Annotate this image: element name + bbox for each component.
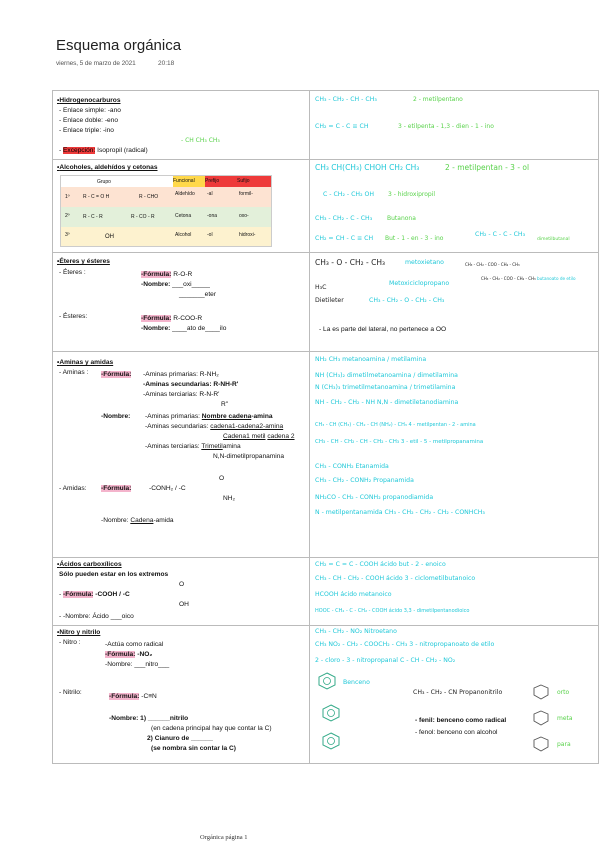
text-line: Sólo pueden estar en los extremos	[59, 571, 169, 578]
table-row	[61, 207, 271, 227]
formula-line: -Fórmula: -NO₂	[105, 651, 153, 658]
page-date: viernes, 5 de marzo de 2021	[56, 60, 136, 67]
exception-line: - Excepción: Isopropil (radical)	[59, 147, 148, 154]
handwritten-note: HOOC - CH₂ - C - CH₂ - COOH ácido 3,3 - dimetilpentanodioico	[315, 608, 470, 614]
amidas-nombre: -Nombre: Cadena-amida	[101, 517, 174, 524]
handwritten-note: dimetilbutanal	[537, 237, 570, 242]
formula-label: -Fórmula:	[101, 485, 132, 492]
handwritten-note: C - CH₂ - CH₂ OH	[323, 191, 375, 198]
handwritten-note: Benceno	[343, 679, 370, 686]
nombre-line: _______eter	[179, 291, 217, 298]
handwritten-note: CH₃ - CH (CH₃) - CH₂ - CH (NH₂) - CH₃ 4 - metilpentan - 2 - amina	[315, 422, 476, 428]
acid-o: O	[179, 581, 185, 588]
handwritten-note: Dietileter	[315, 297, 344, 304]
text-line: -Aminas secundarias: R-NH-R'	[143, 381, 239, 388]
benzene-icon	[315, 671, 339, 691]
table-row	[61, 187, 271, 207]
page-footer: Orgánica página 1	[200, 834, 248, 841]
amidas-o: O	[219, 475, 225, 482]
handwritten-note: But - 1 - en - 3 - ino	[385, 235, 444, 242]
ester-label: - Ésteres:	[59, 313, 88, 320]
handwritten-note: butanoato de etilo	[537, 276, 576, 281]
handwritten-note: Butanona	[387, 215, 416, 222]
table-header: Prefijo	[205, 176, 237, 187]
text-line: -Aminas terciarias: Trimetilamina	[145, 443, 241, 450]
table-cell: 3º	[65, 232, 70, 238]
handwritten-note: CH₂ = C = C - COOH ácido but - 2 - enoico	[315, 561, 446, 568]
handwritten-note: NH - CH₂ - CH₂ - NH N,N - dimetiletanodiamina	[315, 399, 459, 406]
handwritten-note: CH₃ NO₂ - CH₂ - COOCH₂ - CH₃ 3 - nitropropanoato de etilo	[315, 641, 495, 648]
table-cell: formil-	[239, 191, 253, 197]
column-divider	[309, 91, 310, 763]
handwritten-note: 3 - etilpenta - 1,3 - dien - 1 - ino	[398, 123, 494, 130]
eter-label: - Éteres :	[59, 269, 86, 276]
handwritten-note: CH₃ - CH - CH₂ - CH - CH₂ - CH₃ 3 - etil - 5 - metilpropanamina	[315, 439, 484, 445]
benzene-icon	[531, 683, 551, 701]
handwritten-note: CH₂ - C - C - CH₃	[475, 231, 526, 238]
text-line: 2) Cianuro de ______	[147, 735, 213, 742]
formula-line: -Fórmula: R-O-R	[141, 271, 193, 278]
text-line: -Aminas primarias: Nombre cadena-amina	[145, 413, 273, 420]
table-cell: Cetona	[175, 213, 192, 219]
nombre-line: -Nombre: ___oxi_____	[141, 281, 210, 288]
handwritten-note: CH₃ - CH₂ - CONH₂ Propanamida	[315, 477, 414, 484]
formula-line: -Fórmula: R-COO-R	[141, 315, 203, 322]
text-line: -Aminas secundarias: cadena1-cadena2-amina	[145, 423, 284, 430]
benzene-icon	[319, 731, 343, 751]
section-heading-nitro: •Nitro y nitrilo	[57, 629, 101, 636]
table-cell: -al	[207, 191, 213, 197]
amidas-nh2: NH₂	[223, 495, 236, 502]
formula-label: -Fórmula:	[101, 371, 132, 378]
row-divider	[53, 159, 598, 160]
handwritten-note: CH₃ - CH₂ - COO - CH₂ - CH₃	[465, 262, 520, 267]
benzene-icon	[319, 703, 343, 723]
formula-line: - -Fórmula: -COOH / -C	[59, 591, 130, 598]
handwritten-note: CH₃ - CH₂ - NO₂ Nitroetano	[315, 628, 397, 635]
handwritten-note: 3 - hidroxipropil	[388, 191, 436, 198]
text-line: - Enlace doble: -eno	[59, 117, 119, 124]
handwritten-note: Metoxiciclopropano	[389, 280, 450, 287]
row-divider	[53, 252, 598, 253]
handwritten-note: metoxietano	[405, 259, 444, 266]
table-cell: R - C - R	[83, 214, 103, 220]
handwritten-note: CH₃ - CONH₂ Etanamida	[315, 463, 389, 470]
table-cell: R - CHO	[139, 194, 159, 200]
handwritten-note: 2 - cloro - 3 - nitropropanal C - CH - CH₂ - NO₂	[315, 657, 456, 664]
table-cell: oxo-	[239, 213, 249, 219]
text-line: R''	[221, 401, 229, 408]
text-line: (en cadena principal hay que contar la C)	[151, 725, 272, 732]
handwritten-note: CH₃ - CH₂ - COO - CH₂ - CH₃	[481, 276, 536, 281]
text-line: N,N-dimetilpropanamina	[213, 453, 285, 460]
text-line: - Enlace simple: -ano	[59, 107, 121, 114]
table-row	[61, 227, 271, 246]
table-cell: Aldehído	[175, 191, 195, 197]
table-cell: OH	[105, 234, 114, 240]
row-divider	[53, 557, 598, 558]
fenil-line: - fenil: benceno como radical	[415, 717, 507, 724]
meta-label: meta	[557, 715, 573, 722]
section-heading-hidrogenocarburos: •Hidrogenocarburos	[57, 97, 121, 104]
handwritten-note: CH₃ - CH₂ - CH - CH₃	[315, 96, 377, 103]
section-heading-eteres: •Éteres y ésteres	[57, 258, 110, 265]
handwritten-note: CH₃ - CH - CH₂ - COOH ácido 3 - ciclometilbutanoico	[315, 575, 476, 582]
text-line: - Enlace triple: -ino	[59, 127, 114, 134]
handwritten-note: 2 - metilpentano	[413, 96, 463, 103]
nombre-label: -Nombre:	[101, 413, 131, 420]
nitro-label: - Nitro :	[59, 639, 81, 646]
functional-groups-table	[60, 175, 272, 247]
table-cell: -ona	[207, 213, 218, 219]
handwritten-note: NH₂CO - CH₂ - CONH₂ propanodiamida	[315, 494, 434, 501]
table-cell: 1º	[65, 194, 70, 200]
handwritten-note: CH₃ - O - CH₂ - CH₃	[315, 258, 385, 267]
benzene-icon	[531, 709, 551, 727]
note-line: - La es parte del lateral, no pertenece a OO	[319, 326, 447, 333]
table-cell: Alcohol	[175, 232, 192, 238]
amidas-formula: -CONH₂ / -C	[149, 485, 186, 492]
page-time: 20:18	[158, 60, 175, 67]
benzene-icon	[531, 735, 551, 753]
acid-oh: OH	[179, 601, 189, 608]
row-divider	[53, 625, 598, 626]
handwritten-note: CH₃ CH(CH₃) CHOH CH₂ CH₃	[315, 163, 420, 172]
text-line: Cadena1 metil cadena 2	[223, 433, 295, 440]
aminas-label: - Aminas :	[59, 369, 89, 376]
table-cell: hidroxi-	[239, 232, 256, 238]
amidas-label: - Amidas:	[59, 485, 87, 492]
section-heading-aminas: •Aminas y amidas	[57, 359, 114, 366]
handwritten-note: CH₃ - CH₂ - CN Propanonitrilo	[413, 689, 503, 696]
nombre-line: -Nombre: ___nitro___	[105, 661, 170, 668]
handwritten-note: CH₃ - CH₂ - C - CH₃	[315, 215, 373, 222]
page-title: Esquema orgánica	[56, 37, 182, 54]
handwritten-note: CH₃ - CH₂ - O - CH₂ - CH₃	[369, 297, 445, 304]
nitrilo-label: - Nitrilo:	[59, 689, 82, 696]
table-header: Grupo	[97, 179, 111, 185]
table-header-row	[61, 176, 271, 187]
handwritten-note: H₃C	[315, 284, 327, 291]
handwritten-note: 2 - metilpentan - 3 - ol	[445, 163, 530, 172]
fenol-line: - fenol: benceno con alcohol	[415, 729, 498, 736]
text-line: -Actúa como radical	[105, 641, 164, 648]
nombre-line: - -Nombre: Ácido ___oico	[59, 613, 134, 620]
nombre-line: -Nombre: ____ato de____ilo	[141, 325, 227, 332]
handwritten-note: CH₂ = C - C ≡ CH	[315, 123, 369, 130]
table-cell: 2º	[65, 213, 70, 219]
section-heading-alcoholes: •Alcoholes, aldehídos y cetonas	[57, 164, 158, 171]
handwritten-note: NH (CH₃)₂ dimetilmetanoamina / dimetilamina	[315, 372, 458, 379]
text-line: -Aminas primarias: R-NH₂	[143, 371, 219, 378]
section-heading-acidos: •Ácidos carboxílicos	[57, 561, 122, 568]
table-cell: R - CO - R	[131, 214, 155, 220]
para-label: para	[557, 741, 571, 748]
handwritten-note: CH₂ = CH - C ≡ CH	[315, 235, 374, 242]
formula-line: -Fórmula: -C≡N	[109, 693, 157, 700]
handwritten-note: HCOOH ácido metanoico	[315, 591, 392, 598]
handwritten-structure: - CH CH₃ CH₃	[181, 137, 220, 144]
row-divider	[53, 351, 598, 352]
table-cell: -ol	[207, 232, 213, 238]
text-line: (se nombra sin contar la C)	[151, 745, 237, 752]
table-cell: R - C = O H	[83, 194, 110, 200]
text-line: -Aminas terciarias: R-N-R'	[143, 391, 220, 398]
handwritten-note: N - metilpentanamida CH₃ - CH₂ - CH₂ - CH₂ - CONHCH₃	[315, 509, 485, 516]
table-header: Funcional	[173, 176, 205, 187]
table-header: Sufijo	[237, 176, 271, 187]
handwritten-note: NH₂ CH₃ metanoamina / metilamina	[315, 356, 427, 363]
nombre-line: -Nombre: 1) ______nitrilo	[109, 715, 189, 722]
orto-label: orto	[557, 689, 570, 696]
handwritten-note: N (CH₃)₃ trimetilmetanoamina / trimetilamina	[315, 384, 456, 391]
